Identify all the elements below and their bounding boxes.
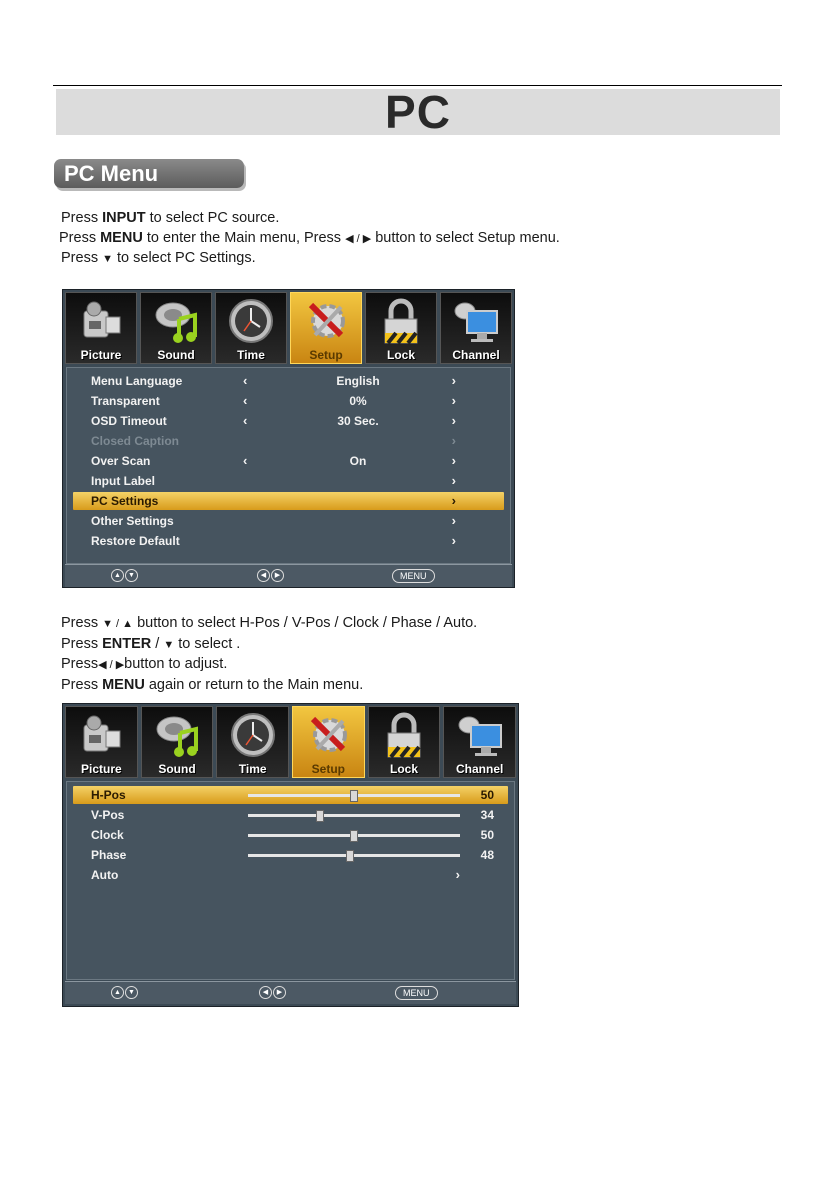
tab-label: Lock <box>386 348 415 362</box>
menu-item-closed-caption[interactable] <box>73 432 504 450</box>
tab-time[interactable] <box>216 706 289 778</box>
page-title-bar <box>56 86 780 138</box>
menu-item-label: OSD Timeout <box>91 414 167 428</box>
slider-knob[interactable] <box>346 850 354 862</box>
right-arrow-icon[interactable]: › <box>451 493 456 508</box>
tab-setup[interactable] <box>292 706 365 778</box>
tab-label: Picture <box>80 348 122 362</box>
down-arrow-icon: ▼ <box>163 638 175 651</box>
right-arrow-icon[interactable]: › <box>451 373 456 388</box>
menu-item-value: On <box>349 454 367 468</box>
instruction-line: Press INPUT to select PC source. <box>61 210 280 226</box>
right-arrow-icon[interactable]: › <box>451 413 456 428</box>
tab-label: Setup <box>309 348 343 362</box>
leftright-hint: ◀ ▶ <box>259 986 287 999</box>
slider-knob[interactable] <box>350 790 358 802</box>
pc-item-auto[interactable] <box>73 866 508 884</box>
right-arrow-icon[interactable]: › <box>451 433 456 448</box>
pc-item-label: Phase <box>91 848 127 862</box>
right-arrow-icon[interactable]: › <box>451 513 456 528</box>
slider-value: 50 <box>480 828 494 842</box>
tab-sound[interactable] <box>140 292 212 364</box>
tab-lock[interactable] <box>368 706 441 778</box>
slider-value: 48 <box>480 848 494 862</box>
value-slider[interactable] <box>248 834 460 837</box>
menu-item-label: Transparent <box>91 394 160 408</box>
left-arrow-icon[interactable]: ‹ <box>243 393 248 408</box>
pc-item-h-pos[interactable] <box>73 786 508 804</box>
setup-menu-panel <box>66 367 511 564</box>
menu-item-label: Menu Language <box>91 374 183 388</box>
instructions-block-1 <box>61 209 560 270</box>
tab-channel[interactable] <box>443 706 516 778</box>
osd-footer <box>65 564 512 587</box>
instruction-line: Press◀ / ▶button to adjust. <box>61 656 228 672</box>
tab-time[interactable] <box>215 292 287 364</box>
slider-knob[interactable] <box>316 810 324 822</box>
left-arrow-icon[interactable]: ‹ <box>243 453 248 468</box>
right-arrow-icon[interactable]: › <box>451 473 456 488</box>
pc-item-label: H-Pos <box>91 788 126 802</box>
menu-item-menu-language[interactable] <box>73 372 504 390</box>
left-arrow-icon[interactable]: ‹ <box>243 373 248 388</box>
menu-item-restore-default[interactable] <box>73 532 504 550</box>
tab-label: Setup <box>311 762 346 776</box>
updown-hint: ▲ ▼ <box>111 569 139 582</box>
tab-label: Channel <box>456 762 504 776</box>
tab-setup[interactable] <box>290 292 362 364</box>
tab-label: Time <box>238 762 267 776</box>
pc-item-phase[interactable] <box>73 846 508 864</box>
menu-item-label: Input Label <box>91 474 155 488</box>
page-title: PC <box>385 86 451 138</box>
tab-label: Picture <box>80 762 122 776</box>
menu-item-label: PC Settings <box>91 494 159 508</box>
pc-settings-panel <box>66 781 515 980</box>
updown-hint: ▲ ▼ <box>111 986 139 999</box>
menu-item-label: Other Settings <box>91 514 174 528</box>
right-arrow-icon[interactable]: › <box>451 453 456 468</box>
tab-label: Time <box>237 348 265 362</box>
instruction-line: Press MENU to enter the Main menu, Press ◀ / ▶ button to select Setup menu. <box>59 229 560 246</box>
down-arrow-icon: ▼ <box>102 253 113 265</box>
tab-label: Channel <box>452 348 500 362</box>
menu-item-label: Restore Default <box>91 534 180 548</box>
pc-item-label: Clock <box>91 828 124 842</box>
left-right-arrows-icon: ◀ / ▶ <box>98 659 125 671</box>
slider-value: 50 <box>480 788 494 802</box>
left-arrow-icon[interactable]: ‹ <box>243 413 248 428</box>
menu-item-value: 30 Sec. <box>337 414 379 428</box>
instruction-line: Press MENU again or return to the Main menu. <box>61 676 364 693</box>
right-arrow-icon[interactable]: › <box>455 867 460 882</box>
pc-item-label: V-Pos <box>91 808 125 822</box>
slider-value: 34 <box>480 808 494 822</box>
instruction-line: Press ▼ / ▲ button to select H-Pos / V-Pos / Clock / Phase / Auto. <box>61 615 478 631</box>
instruction-line: Press ▼ to select PC Settings. <box>61 250 256 266</box>
tab-channel[interactable] <box>440 292 512 364</box>
left-right-arrows-icon: ◀ / ▶ <box>345 232 372 245</box>
menu-item-input-label[interactable] <box>73 472 504 490</box>
tab-label: Sound <box>157 348 195 362</box>
menu-hint: MENU <box>392 569 435 583</box>
pc-item-label: Auto <box>91 868 119 882</box>
menu-item-value: 0% <box>349 394 367 408</box>
right-arrow-icon[interactable]: › <box>451 533 456 548</box>
pc-item-clock[interactable] <box>73 826 508 844</box>
value-slider[interactable] <box>248 794 460 797</box>
tab-lock[interactable] <box>365 292 437 364</box>
menu-item-other-settings[interactable] <box>73 512 504 530</box>
tab-sound[interactable] <box>141 706 214 778</box>
value-slider[interactable] <box>248 854 460 857</box>
leftright-hint: ◀ ▶ <box>257 569 285 582</box>
menu-item-label: Closed Caption <box>91 434 180 448</box>
menu-item-label: Over Scan <box>91 454 151 468</box>
menu-item-osd-timeout[interactable] <box>73 412 504 430</box>
right-arrow-icon[interactable]: › <box>451 393 456 408</box>
tab-picture[interactable] <box>65 292 137 364</box>
osd-pc-settings <box>62 703 519 1007</box>
menu-item-value: English <box>336 374 380 388</box>
tab-label: Lock <box>390 762 419 776</box>
tab-picture[interactable] <box>65 706 138 778</box>
osd-setup-menu <box>62 289 515 588</box>
osd-tab-bar <box>65 292 512 364</box>
down-up-arrows-icon: ▼ / ▲ <box>102 618 134 630</box>
section-heading-label: PC Menu <box>64 161 159 186</box>
instruction-line: Press ENTER / ▼ to select . <box>61 635 241 652</box>
value-slider[interactable] <box>248 814 460 817</box>
menu-item-transparent[interactable] <box>73 392 504 410</box>
menu-item-over-scan[interactable] <box>73 452 504 470</box>
menu-item-pc-settings[interactable] <box>73 492 504 510</box>
osd-footer <box>65 981 516 1004</box>
menu-hint: MENU <box>395 986 438 1000</box>
pc-item-v-pos[interactable] <box>73 806 508 824</box>
tab-label: Sound <box>158 762 196 776</box>
slider-knob[interactable] <box>350 830 358 842</box>
osd-tab-bar <box>65 706 516 778</box>
section-heading <box>54 159 244 188</box>
instructions-block-2 <box>61 614 477 695</box>
